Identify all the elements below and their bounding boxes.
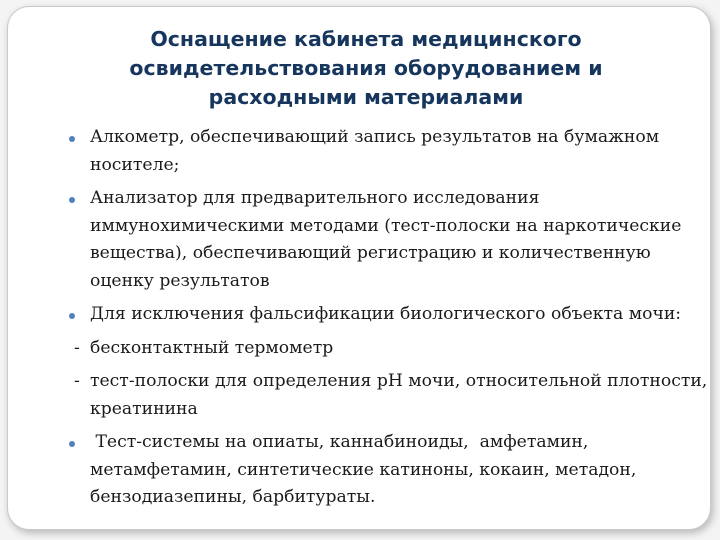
list-item-dash [74,368,714,423]
slide-title: Оснащение кабинета медицинского освидетельствования оборудованием и расходными материалами [129,27,603,109]
list-item-text: тест-полоски для определения рН мочи, относительной плотности, креатинина [90,371,708,419]
bullet-list [60,124,714,518]
list-item [60,185,714,295]
dash-marker: - [74,371,80,391]
list-item [60,429,714,512]
list-item-text: Анализатор для предварительного исследования иммунохимическими методами (тест-полоски на наркотические вещества), обеспечивающий регистрацию и количественную оценку результатов [90,188,682,291]
dash-marker: - [74,337,80,358]
list-item [60,301,714,329]
bullet-icon [69,313,75,319]
list-item-text: Тест-системы на опиаты, каннабиноиды, амфетамин, метамфетамин, синтетические катиноны, кокаин, метадон, бензодиазепины, барбитураты. [90,432,642,507]
list-item [60,124,714,179]
slide [7,6,711,530]
bullet-icon [69,197,75,203]
list-item-dash [74,335,714,363]
list-item-text: Алкометр, обеспечивающий запись результатов на бумажном носителе; [90,127,660,175]
bullet-icon [69,441,75,447]
list-item-text: бесконтактный термометр [90,337,334,358]
list-item-text: Для исключения фальсификации биологического объекта мочи: [90,304,682,324]
bullet-icon [69,136,75,142]
